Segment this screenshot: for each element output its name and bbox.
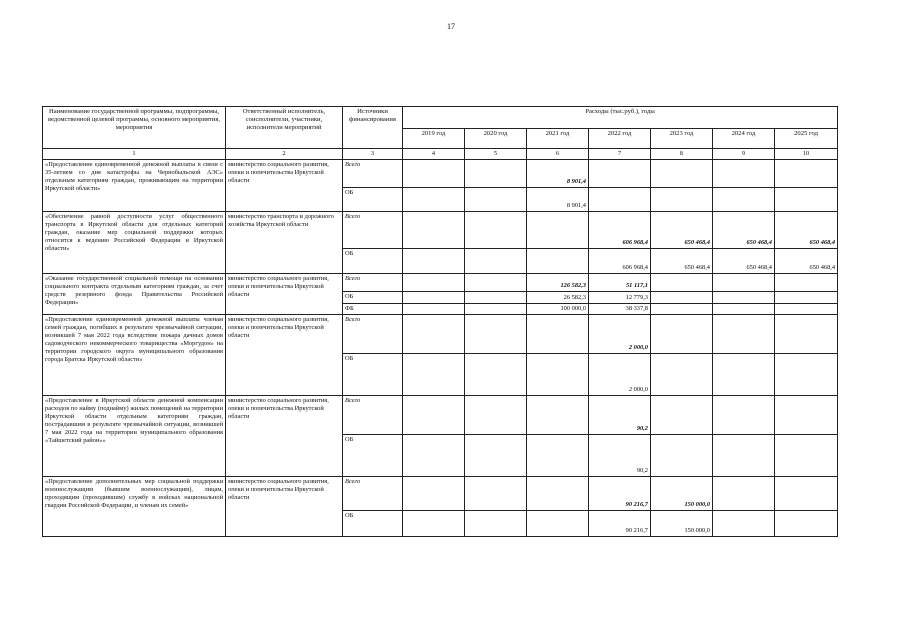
expense-value: 8 901,4 [527,188,589,212]
expense-value [465,511,527,537]
expense-value: 650 468,4 [713,212,775,249]
expense-value: 650 468,4 [651,249,713,274]
funding-source: Всего [343,212,403,249]
expense-value [403,160,465,188]
funding-source: Всего [343,396,403,435]
expense-value [713,477,775,511]
year-header: 2025 год [775,129,838,149]
expense-value [465,160,527,188]
expense-value [465,354,527,396]
expense-value [527,249,589,274]
expense-value [713,160,775,188]
funding-source: ОБ [343,188,403,212]
column-number: 7 [589,149,651,160]
funding-source: Всего [343,315,403,354]
expense-value [465,477,527,511]
expense-value [403,212,465,249]
expense-value [465,249,527,274]
responsible-executor: министерство социального развития, опеки и попечительства Иркутской области [226,160,343,212]
expense-value [465,435,527,477]
expense-value [403,188,465,212]
expense-value [775,396,838,435]
funding-source: Всего [343,160,403,188]
expense-value: 90,2 [589,435,651,477]
funding-source: ОБ [343,292,403,304]
expense-value: 51 117,1 [589,274,651,292]
column-number: 5 [465,149,527,160]
funding-source: ОБ [343,435,403,477]
expense-value [775,292,838,304]
funding-source: Всего [343,477,403,511]
expense-value [527,511,589,537]
expense-value: 90,2 [589,396,651,435]
responsible-executor: министерство социального развития, опеки и попечительства Иркутской области [226,477,343,537]
expense-value [651,315,713,354]
expense-value [775,477,838,511]
expense-value [465,212,527,249]
expense-value: 100 000,0 [527,304,589,315]
expense-value: 150 000,0 [651,511,713,537]
expense-value [403,477,465,511]
column-number: 1 [43,149,226,160]
expense-value [403,435,465,477]
expense-value [527,315,589,354]
expense-value [775,274,838,292]
expense-value [527,354,589,396]
column-number: 8 [651,149,713,160]
expense-value: 650 468,4 [713,249,775,274]
expense-value [403,511,465,537]
expense-value [651,292,713,304]
table-row [43,396,838,435]
expense-value [713,274,775,292]
year-header: 2020 год [465,129,527,149]
expense-value [403,274,465,292]
table-body [43,160,838,537]
expense-value: 650 468,4 [775,249,838,274]
funding-source: Всего [343,274,403,292]
expense-value [403,304,465,315]
expense-value [403,315,465,354]
expense-value [403,249,465,274]
measure-name: «Предоставление единовременной денежной выплаты в связи с 35-летием со дня катастрофы на Чернобыльской АЭС» отдельным категориям граждан, проживающим на территории Иркутской области» [43,160,226,212]
expense-value [775,511,838,537]
expense-value: 606 968,4 [589,249,651,274]
header-responsible: Ответственный исполнитель, соисполнители, участники, исполнители мероприятий [226,107,343,149]
column-number: 6 [527,149,589,160]
expense-value: 650 468,4 [651,212,713,249]
measure-name: «Предоставление дополнительных мер социальной поддержки военнослужащим (бывшим военнослужащим), лицам, проходящим (проходившим) службу в войсках национальной гвардии Российской Федерации, и членам их семей» [43,477,226,537]
expense-value [775,160,838,188]
expense-value [527,435,589,477]
expense-value: 38 337,8 [589,304,651,315]
header-name: Наименование государственной программы, подпрограммы, ведомственной целевой программы, основного мероприятия, мероприятия [43,107,226,149]
column-number: 3 [343,149,403,160]
year-header: 2023 год [651,129,713,149]
expense-value [403,292,465,304]
page-number: 17 [447,22,455,31]
expense-value [465,188,527,212]
table-row [43,160,838,188]
year-header: 2021 год [527,129,589,149]
expense-value [651,160,713,188]
expense-value: 126 582,3 [527,274,589,292]
expense-value: 12 779,3 [589,292,651,304]
expense-value [589,160,651,188]
expense-value [403,354,465,396]
responsible-executor: министерство транспорта и дорожного хозяйства Иркутской области [226,212,343,274]
expense-value [527,396,589,435]
responsible-executor: министерство социального развития, опеки и попечительства Иркутской области [226,396,343,477]
expense-value: 650 468,4 [775,212,838,249]
expense-value [465,304,527,315]
funding-source: ОБ [343,249,403,274]
expense-value [713,304,775,315]
table-row [43,477,838,511]
responsible-executor: министерство социального развития, опеки и попечительства Иркутской области [226,274,343,315]
expense-value [775,315,838,354]
expense-value [713,354,775,396]
year-header: 2024 год [713,129,775,149]
expense-value [775,354,838,396]
expense-value [713,188,775,212]
column-number: 9 [713,149,775,160]
table-row [43,212,838,249]
budget-table [42,106,838,537]
measure-name: «Обеспечение равной доступности услуг общественного транспорта в Иркутской области для отдельных категорий граждан, оказание мер социальной поддержки которых относится к ведению Российской Федерации и Иркутской области» [43,212,226,274]
expense-value [651,396,713,435]
expense-value [651,188,713,212]
expense-value [775,188,838,212]
expense-value [775,304,838,315]
column-number: 2 [226,149,343,160]
funding-source: ОБ [343,511,403,537]
table-row [43,315,838,354]
expense-value: 150 000,0 [651,477,713,511]
expense-value: 90 216,7 [589,477,651,511]
expense-value: 606 968,4 [589,212,651,249]
expense-value: 26 582,3 [527,292,589,304]
expense-value [527,477,589,511]
expense-value [465,396,527,435]
expense-value [651,435,713,477]
expense-value [465,315,527,354]
column-number: 4 [403,149,465,160]
funding-source: ОБ [343,354,403,396]
header-source: Источники финансирования [343,107,403,149]
expense-value [713,292,775,304]
expense-value [713,435,775,477]
year-header: 2022 год [589,129,651,149]
expense-value [651,354,713,396]
expense-value [465,274,527,292]
measure-name: «Предоставление в Иркутской области денежной компенсации расходов по найму (поднайму) жилых помещений на территории Иркутской области отдельным категориям граждан, пострадавшим в результате чрезвычайной ситуации, возникшей 7 мая 2022 года на территории муниципального образования «Тайшетский район»» [43,396,226,477]
expense-value [775,435,838,477]
column-number: 10 [775,149,838,160]
expense-value [589,188,651,212]
expense-value: 90 216,7 [589,511,651,537]
expense-value [651,274,713,292]
table-row [43,274,838,292]
responsible-executor: министерство социального развития, опеки и попечительства Иркутской области [226,315,343,396]
expense-value [713,511,775,537]
expense-value [527,212,589,249]
funding-source: ФБ [343,304,403,315]
expense-value [713,396,775,435]
header-expenses: Расходы (тыс.руб.), годы [403,107,838,129]
expense-value [465,292,527,304]
expense-value: 8 901,4 [527,160,589,188]
expense-value [403,396,465,435]
measure-name: «Предоставление единовременной денежной выплаты членам семей граждан, погибших в результате чрезвычайной ситуации, возникшей 7 мая 2022 года вследствие пожара дачных домов садоводческого некоммерческого товарищества «Моргудон» на территории городского округа муниципального образования города Братска Иркутской области» [43,315,226,396]
expense-value: 2 000,0 [589,354,651,396]
measure-name: «Оказание государственной социальной помощи на основании социального контракта отдельным категориям граждан, за счет средств резервного фонда Правительства Российской Федерации» [43,274,226,315]
expense-value [651,304,713,315]
expense-value: 2 000,0 [589,315,651,354]
year-header: 2019 год [403,129,465,149]
expense-value [713,315,775,354]
